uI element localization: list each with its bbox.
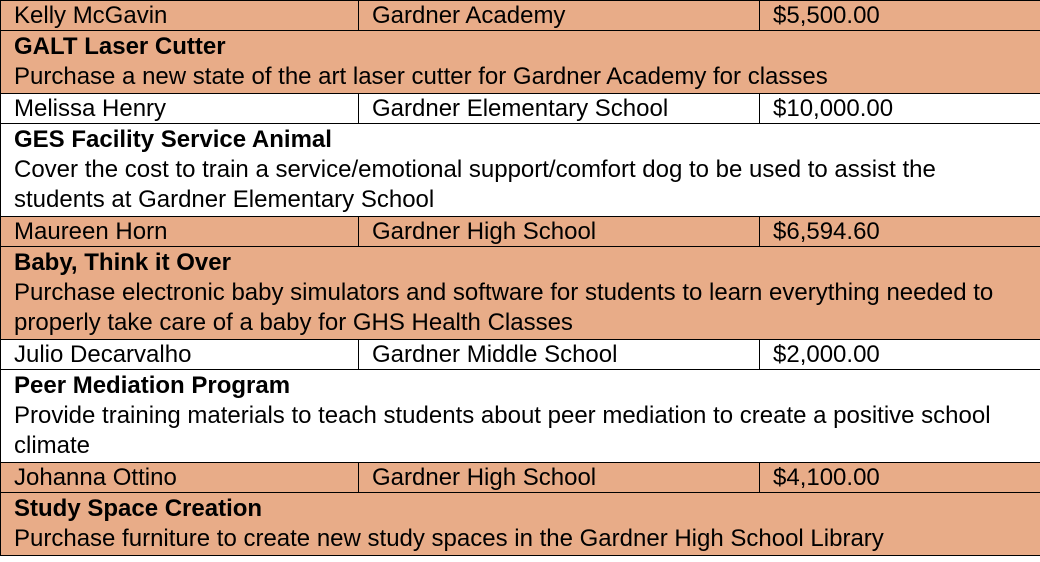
school-name: Gardner Academy xyxy=(359,1,760,31)
grant-description: Purchase electronic baby simulators and software for students to learn everything needed to properly take care of a baby for GHS Health Classes xyxy=(14,279,994,336)
grant-detail-row xyxy=(1,124,1040,217)
grant-amount: $2,000.00 xyxy=(760,340,1040,370)
grant-detail-cell xyxy=(1,247,1040,340)
recipient-name: Kelly McGavin xyxy=(1,1,359,31)
school-name: Gardner High School xyxy=(359,217,760,247)
recipient-name: Maureen Horn xyxy=(1,217,359,247)
recipient-name: Johanna Ottino xyxy=(1,463,359,493)
school-name: Gardner High School xyxy=(359,463,760,493)
recipient-name: Melissa Henry xyxy=(1,94,359,124)
grant-title: Study Space Creation xyxy=(14,495,263,522)
grant-info-row xyxy=(1,217,1040,247)
grant-info-row xyxy=(1,463,1040,493)
grant-description: Purchase a new state of the art laser cutter for Gardner Academy for classes xyxy=(14,63,828,90)
school-name: Gardner Middle School xyxy=(359,340,760,370)
grant-title: Baby, Think it Over xyxy=(14,249,231,276)
grant-detail-cell xyxy=(1,370,1040,463)
grant-detail-row xyxy=(1,493,1040,556)
grant-detail-row xyxy=(1,247,1040,340)
recipient-name: Julio Decarvalho xyxy=(1,340,359,370)
grant-detail-row xyxy=(1,370,1040,463)
grant-detail-cell xyxy=(1,124,1040,217)
grant-amount: $6,594.60 xyxy=(760,217,1040,247)
school-name: Gardner Elementary School xyxy=(359,94,760,124)
grant-amount: $4,100.00 xyxy=(760,463,1040,493)
grant-info-row xyxy=(1,94,1040,124)
grant-description: Provide training materials to teach students about peer mediation to create a positive school climate xyxy=(14,402,991,459)
grant-amount: $5,500.00 xyxy=(760,1,1040,31)
grant-info-row xyxy=(1,340,1040,370)
grant-title: GALT Laser Cutter xyxy=(14,33,226,60)
grant-detail-row xyxy=(1,31,1040,94)
grant-title: GES Facility Service Animal xyxy=(14,126,332,153)
grant-description: Purchase furniture to create new study spaces in the Gardner High School Library xyxy=(14,525,884,552)
grant-amount: $10,000.00 xyxy=(760,94,1040,124)
grant-detail-cell xyxy=(1,31,1040,94)
grant-detail-cell xyxy=(1,493,1040,556)
grant-info-row xyxy=(1,1,1040,31)
grant-title: Peer Mediation Program xyxy=(14,372,291,399)
grant-description: Cover the cost to train a service/emotional support/comfort dog to be used to assist the students at Gardner Elementary School xyxy=(14,156,936,213)
